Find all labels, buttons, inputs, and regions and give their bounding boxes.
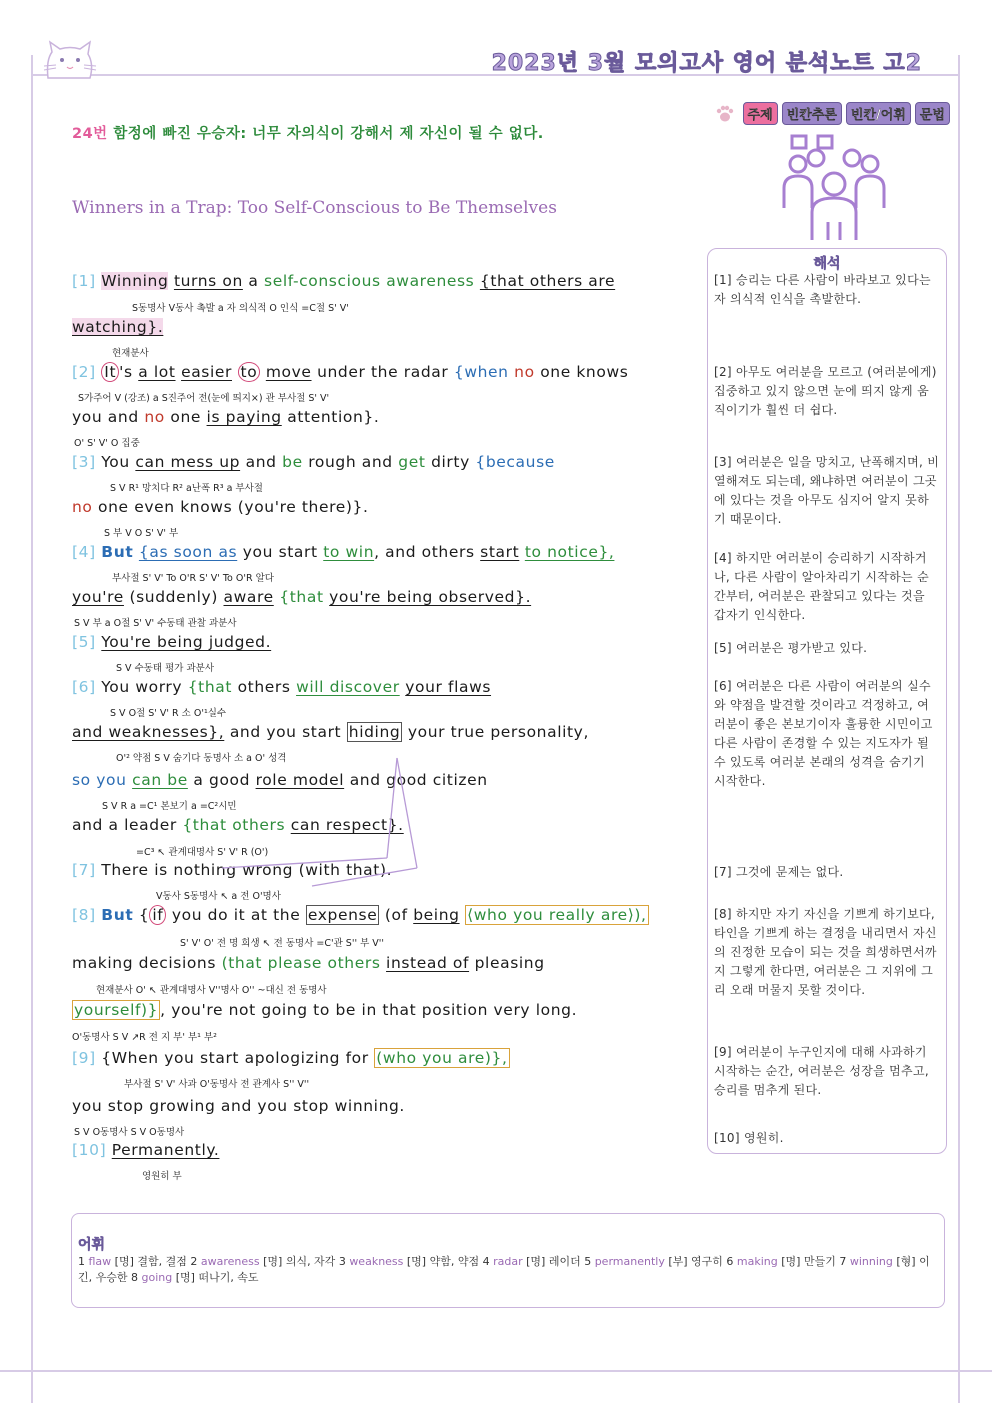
sentence-number: [1] xyxy=(72,272,96,290)
word: But xyxy=(101,543,134,561)
sentence-2-line-1 xyxy=(72,363,628,381)
translation-3: [3] 여러분은 일을 망치고, 난폭해지며, 비열해져도 되는데, 왜냐하면 여러분이 그곳에 있다는 것을 아무도 심지어 알지 못하기 때문이다. xyxy=(714,455,940,526)
sentence-10-line-1 xyxy=(72,1141,219,1159)
word: one knows xyxy=(540,363,629,381)
word: can be xyxy=(132,771,188,789)
sentence-9-annotation-2: S V O동명사 S V O동명사 xyxy=(74,1127,185,1138)
sentence-5-annotation: S V 수동태 평가 과분사 xyxy=(116,663,215,674)
word: you and xyxy=(72,408,139,426)
sentence-8-annotation-3: O'동명사 S V ↗R 전 지 부' 부¹ 부² xyxy=(72,1032,217,1043)
cat-logo-icon xyxy=(40,38,102,82)
word: and a leader xyxy=(72,816,177,834)
word: But xyxy=(101,906,134,924)
word: under the radar xyxy=(317,363,449,381)
sentence-number: [4] xyxy=(72,543,96,561)
word: rough and xyxy=(308,453,393,471)
sentence-1-line-2 xyxy=(72,318,163,336)
sentence-2-annotation-2: O' S' V' O 집중 xyxy=(74,438,140,449)
sentence-6-annotation-2: O'² 약점 S V 숨기다 동명사 소 a O' 성격 xyxy=(116,753,287,764)
word: , you're not going to be in that position very long. xyxy=(160,1001,578,1019)
word: one even knows xyxy=(98,498,233,516)
word: will discover xyxy=(296,678,400,696)
sentence-8-annotation: S' V' O' 전 명 희생 ↖ 전 동명사 =C'관 S'' 부 V'' xyxy=(180,938,384,949)
vocab-item: 1 flaw [명] 결함, 결점 xyxy=(78,1255,187,1268)
word: to win xyxy=(323,543,375,561)
sentence-7-annotation: V동사 S동명사 ↖ a 전 O'명사 xyxy=(156,891,281,902)
tag-topic[interactable]: 주제 xyxy=(743,102,778,125)
sentence-number: [3] xyxy=(72,453,96,471)
sentence-4-line-2 xyxy=(72,588,531,606)
sentence-1-annotation: S동명사 V동사 촉발 a 자 의식적 O 인식 =C절 S' V' xyxy=(132,303,349,314)
word: you're xyxy=(72,588,124,606)
word: {that xyxy=(279,588,324,606)
word: be xyxy=(282,453,303,471)
word: and good citizen xyxy=(349,771,488,789)
word: you're being observed}. xyxy=(329,588,532,606)
sentence-3-annotation-2: S 부 V O S' V' 부 xyxy=(104,528,179,539)
word: dirty xyxy=(431,453,470,471)
tag-blank-inference[interactable]: 빈칸추론 xyxy=(782,102,842,125)
word: one xyxy=(170,408,202,426)
word: You're being judged. xyxy=(101,633,272,651)
word: to notice}, xyxy=(524,543,615,561)
word: , and others xyxy=(374,543,475,561)
word: {when xyxy=(453,363,509,381)
word: no xyxy=(144,408,165,426)
sentence-6-annotation-4: =C³ ↖ 관계대명사 S' V' R (O') xyxy=(136,847,269,858)
word: 's xyxy=(119,363,133,381)
sentence-2-line-2 xyxy=(72,408,379,426)
vocabulary-panel xyxy=(71,1213,945,1308)
sentence-1-annotation-2: 현재분사 xyxy=(112,348,149,359)
translation-2: [2] 아무도 여러분을 모르고 (여러분에게) 집중하고 있지 않으면 눈에 띄지 않게 움직이기가 훨씬 더 쉽다. xyxy=(714,365,937,417)
word: You worry xyxy=(101,678,183,696)
word: no xyxy=(72,498,93,516)
translation-heading: 해석 xyxy=(813,256,841,272)
word: (you're there)}. xyxy=(237,498,369,516)
word: Permanently. xyxy=(111,1141,220,1159)
question-title xyxy=(72,122,544,143)
frame-right-rule xyxy=(958,55,960,1403)
word: and xyxy=(245,453,277,471)
word: easier xyxy=(181,363,232,381)
word: role model xyxy=(255,771,345,789)
word: and you start xyxy=(229,723,342,741)
word: (that please others xyxy=(221,954,381,972)
word: {because xyxy=(475,453,555,471)
sentence-6-annotation: S V O절 S' V' R 소 O'¹실수 xyxy=(110,708,227,719)
word: aware xyxy=(223,588,274,606)
translation-6: [6] 여러분은 다른 사람이 여러분의 실수와 약점을 발견할 것이라고 걱정하고, 여러분이 좋은 본보기이자 훌륭한 시민이고 다른 사람이 존경할 수 있는 지도자가 될 수 있도록 여러분 본래의 성격을 숨기기 시작한다. xyxy=(714,679,933,788)
word: get xyxy=(398,453,426,471)
word: move xyxy=(265,363,312,381)
translation-9: [9] 여러분이 누구인지에 대해 사과하기 시작하는 순간, 여러분은 성장을 멈추고, 승리를 멈추게 된다. xyxy=(714,1045,929,1097)
word: Winning xyxy=(101,272,169,290)
sentence-4-annotation: 부사절 S' V' To O'R S' V' To O'R 알다 xyxy=(112,573,274,584)
word: (of xyxy=(384,906,408,924)
word: being xyxy=(413,906,460,924)
word: (who you are)}, xyxy=(376,1049,508,1067)
word: you start xyxy=(242,543,318,561)
word: You xyxy=(101,453,130,471)
translation-panel xyxy=(707,248,947,1154)
question-title-ko: 함정에 빠진 우승자: 너무 자의식이 강해서 제 자신이 될 수 없다. xyxy=(113,126,544,142)
vocab-item: 5 permanently [부] 영구히 xyxy=(584,1255,723,1268)
word: {that others xyxy=(182,816,286,834)
word: to xyxy=(238,362,261,382)
sentence-8-line-1 xyxy=(72,906,649,924)
translation-4: [4] 하지만 여러분이 승리하기 시작하거나, 다른 사람이 알아차리기 시작하는 순간부터, 여러분은 관찰되고 있다는 것을 갑자기 인식한다. xyxy=(714,551,929,622)
sentence-number: [5] xyxy=(72,633,96,651)
frame-left-rule xyxy=(31,55,33,1403)
translation-1: [1] 승리는 다른 사람이 바라보고 있다는 자 의식적 인식을 촉발한다. xyxy=(714,273,931,306)
sentence-8-line-2 xyxy=(72,954,545,972)
word: {that others are xyxy=(479,272,616,290)
sentence-9-line-2 xyxy=(72,1097,405,1115)
sentence-4-line-1 xyxy=(72,543,614,561)
word: It xyxy=(101,362,119,382)
sentence-6-annotation-3: S V R a =C¹ 본보기 a =C²시민 xyxy=(102,801,237,812)
sentence-10-annotation: 영원히 부 xyxy=(142,1171,182,1182)
sentence-number: [10] xyxy=(72,1141,107,1159)
word: yourself)} xyxy=(74,1001,159,1019)
word: a good xyxy=(193,771,251,789)
question-number: 24번 xyxy=(72,126,108,142)
sentence-number: [7] xyxy=(72,861,96,879)
question-title-en: Winners in a Trap: Too Self-Conscious to Be Themselves xyxy=(72,198,557,218)
sentence-number: [6] xyxy=(72,678,96,696)
word: { xyxy=(138,906,150,924)
word: ⟨who you really are⟩), xyxy=(467,906,647,924)
word: making decisions xyxy=(72,954,217,972)
vocab-item: 6 making [명] 만들기 xyxy=(726,1255,836,1268)
word: pleasing xyxy=(474,954,545,972)
word: a lot xyxy=(138,363,176,381)
sentence-4-annotation-2: S V 부 a O절 S' V' 수동태 관찰 과분사 xyxy=(74,618,237,629)
word: is paying xyxy=(206,408,282,426)
word: {as soon as xyxy=(138,543,238,561)
word: expense xyxy=(307,906,378,924)
word: so you xyxy=(72,771,127,789)
sentence-number: [9] xyxy=(72,1049,96,1067)
tag-grammar[interactable]: 문법 xyxy=(915,102,950,125)
vocab-item: 3 weakness [명] 약함, 약점 xyxy=(338,1255,480,1268)
vocabulary-list xyxy=(78,1254,940,1286)
word: hiding xyxy=(348,723,401,741)
vocab-item: 4 radar [명] 레이더 xyxy=(482,1255,581,1268)
page-header-title: 2023년 3월 모의고사 영어 분석노트 고2 xyxy=(491,51,922,76)
sentence-1-line-1 xyxy=(72,272,615,290)
sentence-9-annotation: 부사절 S' V' 사과 O'동명사 전 관계사 S'' V'' xyxy=(124,1079,310,1090)
word: your flaws xyxy=(405,678,492,696)
sentence-5-line-1 xyxy=(72,633,271,651)
crowd-illustration-icon xyxy=(778,132,890,242)
word: {that xyxy=(187,678,233,696)
word: instead of xyxy=(386,954,470,972)
translation-8: [8] 하지만 자기 자신을 기쁘게 하기보다, 타인을 기쁘게 하는 결정을 내리면서 자신의 진정한 모습이 되는 것을 희생하면서까지 그렇게 한다면, 여러분은 그 지위에 그리 오래 머물지 못할 것이다. xyxy=(714,907,937,997)
word: (suddenly) xyxy=(129,588,218,606)
sentence-6-line-1 xyxy=(72,678,491,696)
word: if xyxy=(149,905,166,925)
paw-icon xyxy=(715,105,735,123)
translation-5: [5] 여러분은 평가받고 있다. xyxy=(714,641,868,655)
sentence-3-line-1 xyxy=(72,453,555,471)
word: watching}. xyxy=(72,318,164,336)
word: turns on xyxy=(173,272,243,290)
word: attention}. xyxy=(287,408,380,426)
reference-arrows xyxy=(222,758,472,888)
vocab-item: 8 going [명] 떠나기, 속도 xyxy=(131,1271,259,1284)
sentence-number: [8] xyxy=(72,906,96,924)
translation-10: [10] 영원히. xyxy=(714,1131,784,1145)
sentence-3-line-2 xyxy=(72,498,369,516)
word: There is nothing wrong (with that). xyxy=(101,861,393,879)
tag-blank-vocab[interactable]: 빈칸/어휘 xyxy=(846,102,911,125)
sentence-3-annotation: S V R¹ 망치다 R² a난폭 R³ a 부사절 xyxy=(110,483,263,494)
word: start xyxy=(480,543,520,561)
word: can respect}. xyxy=(290,816,404,834)
translation-7: [7] 그것에 문제는 없다. xyxy=(714,865,844,879)
word: and weaknesses}, xyxy=(72,723,225,741)
topic-tags xyxy=(715,102,950,125)
vocab-item: 7 winning [형] 이긴, 우승한 xyxy=(78,1255,930,1284)
word: no xyxy=(514,363,535,381)
word: {When you start apologizing for xyxy=(101,1049,369,1067)
vocab-item: 2 awareness [명] 의식, 자각 xyxy=(190,1255,336,1268)
sentence-9-line-1 xyxy=(72,1049,510,1067)
frame-bottom-rule xyxy=(0,1370,992,1372)
word: others xyxy=(237,678,291,696)
word: you stop growing and you stop winning. xyxy=(72,1097,405,1115)
sentence-number: [2] xyxy=(72,363,96,381)
word: a xyxy=(248,272,259,290)
vocabulary-heading: 어휘 xyxy=(78,1237,106,1253)
word: your true personality, xyxy=(407,723,589,741)
sentence-8-line-3 xyxy=(72,1001,577,1019)
sentence-2-annotation: S가주어 V (강조) a S진주어 전(눈에 띄지×) 관 부사절 S' V' xyxy=(78,393,330,404)
word: you do it at the xyxy=(171,906,301,924)
sentence-8-annotation-2: 현재분사 O' ↖ 관계대명사 V''명사 O'' ~대신 전 동명사 xyxy=(96,985,327,996)
word: self-conscious awareness xyxy=(264,272,475,290)
sentence-6-line-2 xyxy=(72,723,589,741)
word: can mess up xyxy=(135,453,241,471)
